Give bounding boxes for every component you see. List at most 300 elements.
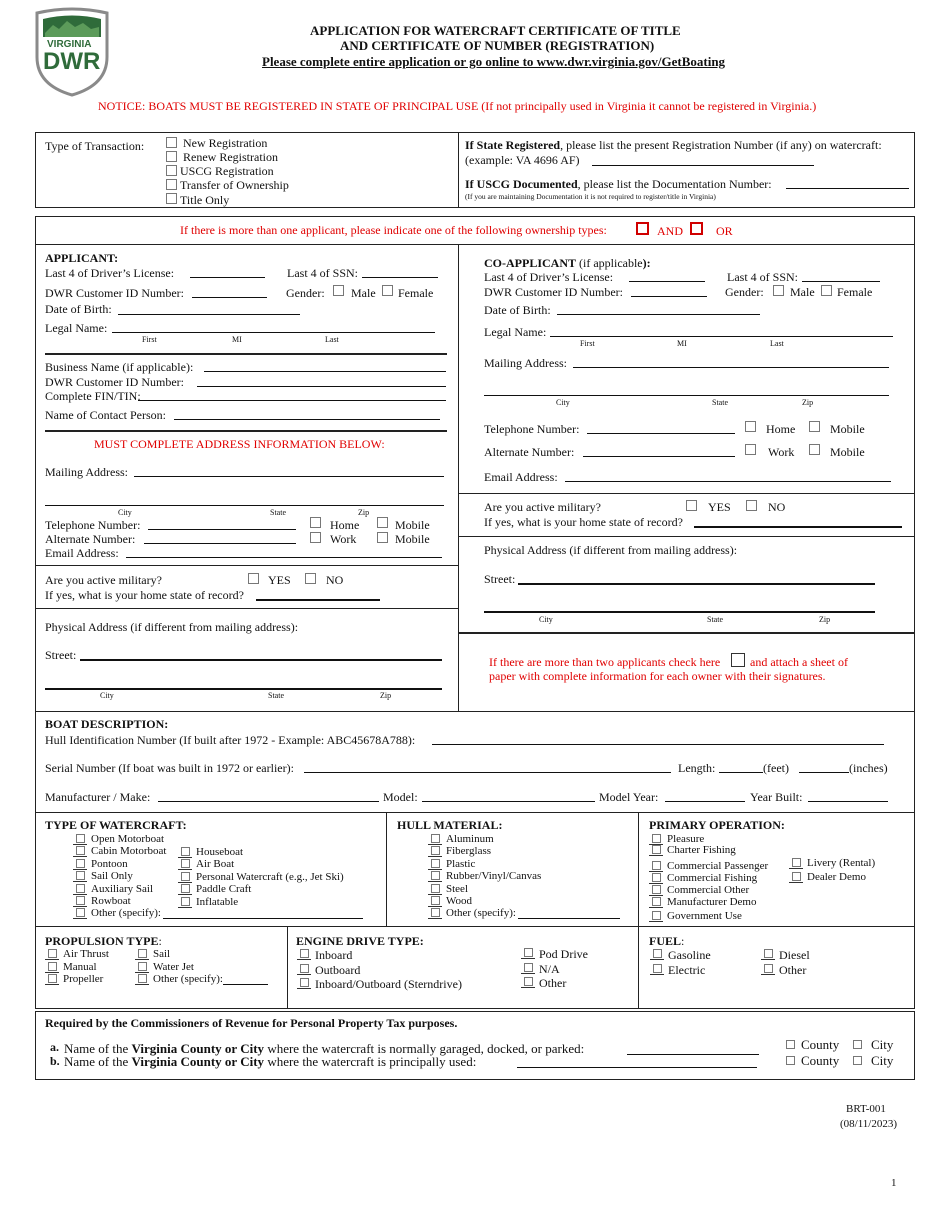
business-dwr-id-field[interactable] [197, 386, 446, 387]
coapplicant-alt-work-label: Work [768, 445, 795, 459]
checkbox-applicant-alt-work[interactable] [310, 532, 321, 543]
checkbox-fuel-2[interactable] [653, 964, 662, 973]
checkbox-applicant-phone-mobile[interactable] [377, 517, 388, 528]
documentation-number-field[interactable] [786, 188, 909, 189]
hull-material-option-label: Steel [446, 882, 468, 895]
checkbox-ownership-or[interactable] [690, 222, 703, 235]
hull-material-option-label: Rubber/Vinyl/Canvas [446, 870, 542, 883]
propulsion-b-underline [135, 959, 149, 960]
checkbox-primary-operation-7[interactable] [652, 911, 661, 920]
applicant-dwr-id-label: DWR Customer ID Number: [45, 286, 184, 300]
hin-field[interactable] [432, 744, 884, 745]
applicant-email-label: Email Address: [45, 546, 119, 560]
coapplicant-gender-label: Gender: [725, 285, 764, 299]
fuel-b-underline [761, 974, 775, 975]
engine-drive-b-underline [521, 987, 535, 988]
checkbox-applicant-military-yes[interactable] [248, 573, 259, 584]
coapplicant-home-state-label: If yes, what is your home state of record? [484, 515, 683, 529]
coapplicant-state-caption: State [712, 398, 728, 407]
coapplicant-mailing-field[interactable] [573, 367, 889, 368]
checkbox-propulsion-b-2[interactable] [138, 962, 147, 971]
applicant-phone-home-label: Home [330, 518, 360, 532]
year-built-field[interactable] [808, 801, 888, 802]
fuel-underline [650, 974, 664, 975]
watercraft-type-b-underline [178, 869, 192, 870]
applicant-alt-mobile-label: Mobile [395, 532, 430, 546]
checkbox-propulsion-b-3[interactable] [138, 974, 147, 983]
watercraft-type-underline [73, 894, 87, 895]
applicant-phone-mobile-label: Mobile [395, 518, 430, 532]
primary-operation-option-label: Government Use [667, 910, 742, 922]
applicant-telephone-label: Telephone Number: [45, 518, 141, 532]
fuel-option-label: Electric [668, 963, 706, 977]
tax-b-city-label: City [871, 1053, 894, 1068]
watercraft-other-field[interactable] [163, 918, 363, 919]
form-id: BRT-001 [846, 1103, 886, 1115]
coapplicant-physical-line2[interactable] [484, 611, 875, 613]
checkbox-applicant-female[interactable] [382, 285, 393, 296]
checkbox-primary-operation-b-1[interactable] [792, 858, 801, 867]
checkbox-coapplicant-military-no[interactable] [746, 500, 757, 511]
hin-label: Hull Identification Number (If built after 1972 - Example: ABC45678A788): [45, 733, 416, 747]
checkbox-watercraft-type-6[interactable] [76, 896, 85, 905]
checkbox-hull-material-6[interactable] [431, 896, 440, 905]
contact-person-field[interactable] [174, 419, 440, 420]
year-built-label: Year Built: [750, 790, 803, 804]
checkbox-new-registration[interactable] [166, 137, 177, 148]
engine-drive-b-option-label: Pod Drive [539, 947, 588, 961]
checkbox-coapplicant-alt-mobile[interactable] [809, 444, 820, 455]
checkbox-watercraft-type-2[interactable] [76, 846, 85, 855]
option-title-only: Title Only [180, 193, 230, 207]
primary-operation-b-underline [789, 868, 803, 869]
fin-tin-label: Complete FIN/TIN: [45, 389, 141, 403]
applicant-mi-caption: MI [232, 335, 242, 344]
primary-operation-underline [649, 907, 663, 908]
checkbox-coapplicant-phone-home[interactable] [745, 421, 756, 432]
engine-drive-option-label: Outboard [315, 962, 361, 977]
watercraft-type-option-label: Open Motorboat [91, 833, 165, 845]
watercraft-other-label: Other (specify): [91, 907, 161, 919]
checkbox-primary-operation-2[interactable] [652, 845, 661, 854]
tax-b-field[interactable] [517, 1067, 757, 1068]
primary-operation-b-underline [789, 882, 803, 883]
uscg-documented-prompt: If USCG Documented, please list the Documentation Number: [465, 177, 772, 191]
applicant-dob-label: Date of Birth: [45, 302, 112, 316]
business-name-label: Business Name (if applicable): [45, 360, 194, 374]
checkbox-transfer-ownership[interactable] [166, 179, 177, 190]
option-renew-registration: Renew Registration [183, 150, 278, 164]
applicant-female-label: Female [398, 286, 434, 300]
watercraft-type-b-option-label: Inflatable [196, 895, 239, 908]
coapplicant-email-label: Email Address: [484, 470, 558, 484]
logo-text-top: VIRGINIA [47, 39, 92, 50]
hull-material-option-label: Plastic [446, 857, 476, 870]
primary-operation-underline [649, 855, 663, 856]
more-applicants-note-3: paper with complete information for each owner with their signatures. [489, 669, 826, 683]
coapplicant-last-caption: Last [770, 339, 784, 348]
more-applicants-note-2: and attach a sheet of [750, 655, 848, 669]
state-registered-prompt: If State Registered, please list the present Registration Number (if any) on watercraft: [465, 138, 882, 152]
coapplicant-legal-name-field[interactable] [550, 336, 893, 337]
hull-material-underline [428, 881, 442, 882]
watercraft-type-heading: TYPE OF WATERCRAFT: [45, 818, 187, 832]
propulsion-b-underline [135, 972, 149, 973]
checkbox-watercraft-type-5[interactable] [76, 884, 85, 893]
checkbox-watercraft-type-4[interactable] [76, 871, 85, 880]
coapplicant-ssn-field[interactable] [802, 281, 880, 282]
checkbox-engine-drive-b-2[interactable] [524, 963, 533, 972]
fuel-b-underline [761, 959, 775, 960]
primary-operation-option-label: Manufacturer Demo [667, 896, 757, 908]
tax-a-city-label: City [871, 1037, 894, 1052]
serial-label: Serial Number (If boat was built in 1972 or earlier): [45, 761, 294, 775]
ownership-or-label: OR [716, 224, 733, 238]
coapplicant-alternate-label: Alternate Number: [484, 445, 575, 459]
coapplicant-heading: CO-APPLICANT (if applicable): [484, 256, 651, 270]
checkbox-applicant-alt-mobile[interactable] [377, 532, 388, 543]
checkbox-coapplicant-female[interactable] [821, 285, 832, 296]
hull-material-underline [428, 869, 442, 870]
watercraft-type-underline [73, 906, 87, 907]
applicant-alternate-label: Alternate Number: [45, 532, 136, 546]
applicant-gender-label: Gender: [286, 286, 325, 300]
applicant-street-field[interactable] [80, 659, 442, 661]
applicant-dl-label: Last 4 of Driver’s License: [45, 266, 175, 280]
hull-material-option-label: Wood [446, 895, 473, 907]
checkbox-watercraft-type-1[interactable] [76, 834, 85, 843]
coapplicant-male-label: Male [790, 285, 815, 299]
primary-operation-option-label: Pleasure [667, 833, 705, 845]
fuel-heading: FUEL: [649, 934, 685, 948]
watercraft-type-option-label: Sail Only [91, 870, 133, 883]
checkbox-fuel-1[interactable] [653, 949, 662, 958]
title-line-3[interactable]: Please complete entire application or go online to www.dwr.virginia.gov/GetBoating [262, 54, 726, 69]
coapplicant-phone-home-label: Home [766, 422, 796, 436]
checkbox-watercraft-type-3[interactable] [76, 859, 85, 868]
coapplicant-telephone-field[interactable] [587, 433, 735, 434]
engine-drive-underline [297, 974, 311, 975]
propulsion-option-label: Manual [63, 960, 97, 973]
ownership-prompt: If there is more than one applicant, please indicate one of the following ownership types: [180, 223, 607, 237]
hull-material-underline [428, 856, 442, 857]
coapplicant-alt-mobile-label: Mobile [830, 445, 865, 459]
applicant-city-caption: City [118, 508, 132, 517]
coapplicant-dwr-id-label: DWR Customer ID Number: [484, 285, 623, 299]
watercraft-type-b-underline [178, 907, 192, 908]
checkbox-engine-drive-1[interactable] [300, 949, 309, 958]
primary-operation-option-label: Charter Fishing [667, 844, 736, 856]
business-dwr-id-label: DWR Customer ID Number: [45, 375, 184, 389]
registration-notice: NOTICE: BOATS MUST BE REGISTERED IN STATE OF PRINCIPAL USE (If not principally used in Virginia it cannot be registered in Virginia.) [98, 99, 817, 113]
applicant-state-caption: State [270, 508, 286, 517]
applicant-mailing-field[interactable] [134, 476, 444, 477]
watercraft-type-b-option-label: Paddle Craft [196, 883, 252, 896]
length-inches-unit: (inches) [849, 761, 888, 775]
boat-description-heading: BOAT DESCRIPTION: [45, 717, 169, 731]
watercraft-type-option-label: Rowboat [91, 895, 131, 907]
applicant-military-no-label: NO [326, 573, 344, 587]
engine-drive-b-option-label: Other [539, 976, 567, 990]
engine-drive-b-underline [521, 958, 535, 959]
applicant-male-label: Male [351, 286, 376, 300]
coapplicant-mi-caption: MI [677, 339, 687, 348]
checkbox-hull-material-1[interactable] [431, 834, 440, 843]
coapplicant-alternate-field[interactable] [583, 456, 735, 457]
primary-operation-underline [649, 921, 663, 922]
applicant-heading: APPLICANT: [45, 251, 119, 265]
checkbox-tax-b-county[interactable] [786, 1056, 795, 1065]
hull-other-field[interactable] [518, 918, 620, 919]
coapplicant-dob-field[interactable] [557, 314, 760, 315]
model-label: Model: [383, 790, 418, 804]
model-year-label: Model Year: [599, 790, 659, 804]
watercraft-type-b-underline [178, 857, 192, 858]
checkbox-hull-material-4[interactable] [431, 871, 440, 880]
checkbox-fuel-b-1[interactable] [764, 949, 773, 958]
tax-a-field[interactable] [627, 1054, 759, 1055]
checkbox-engine-drive-3[interactable] [300, 978, 309, 987]
checkbox-title-only[interactable] [166, 193, 177, 204]
tax-b-prompt: Name of the Virginia County or City where the watercraft is principally used: [64, 1054, 477, 1069]
coapplicant-zip-caption: Zip [802, 398, 814, 407]
primary-operation-option-label: Commercial Passenger [667, 860, 769, 872]
propulsion-option-label: Propeller [63, 973, 104, 985]
contact-person-label: Name of Contact Person: [45, 408, 166, 422]
coapplicant-telephone-label: Telephone Number: [484, 422, 580, 436]
coapplicant-physical-city-caption: City [539, 615, 553, 624]
hull-material-option-label: Aluminum [446, 833, 494, 845]
coapplicant-first-caption: First [580, 339, 595, 348]
checkbox-hull-other[interactable] [431, 908, 440, 917]
state-registered-example: (example: VA 4696 AF) [465, 153, 580, 167]
coapplicant-dwr-id-field[interactable] [631, 296, 707, 297]
length-feet-unit: (feet) [763, 761, 789, 775]
coapplicant-street-label: Street: [484, 572, 516, 586]
checkbox-ownership-and[interactable] [636, 222, 649, 235]
fuel-b-option-label: Diesel [779, 948, 810, 962]
tax-b-letter: b. [50, 1054, 60, 1068]
coapplicant-mailing-line2[interactable] [484, 395, 889, 396]
fin-tin-field[interactable] [138, 400, 446, 401]
option-transfer-ownership: Transfer of Ownership [180, 178, 289, 192]
watercraft-type-underline [73, 856, 87, 857]
option-uscg-registration: USCG Registration [180, 164, 274, 178]
checkbox-coapplicant-military-yes[interactable] [686, 500, 697, 511]
applicant-street-label: Street: [45, 648, 77, 662]
watercraft-type-underline [73, 869, 87, 870]
coapplicant-military-yes-label: YES [708, 500, 731, 514]
tax-a-prompt: Name of the Virginia County or City where the watercraft is normally garaged, docked, or parked: [64, 1041, 585, 1056]
title-line-2: AND CERTIFICATE OF NUMBER (REGISTRATION) [340, 38, 655, 53]
applicant-legal-name-field[interactable] [112, 332, 435, 333]
page-number: 1 [891, 1177, 897, 1189]
coapplicant-dl-field[interactable] [629, 281, 705, 282]
applicant-mailing-line2[interactable] [45, 505, 444, 506]
title-line-1: APPLICATION FOR WATERCRAFT CERTIFICATE OF TITLE [310, 23, 681, 38]
model-year-field[interactable] [665, 801, 745, 802]
checkbox-engine-drive-b-3[interactable] [524, 977, 533, 986]
coapplicant-physical-state-caption: State [707, 615, 723, 624]
checkbox-tax-a-county[interactable] [786, 1040, 795, 1049]
business-name-field[interactable] [204, 371, 446, 372]
hull-material-heading: HULL MATERIAL: [397, 818, 503, 832]
coapplicant-phone-mobile-label: Mobile [830, 422, 865, 436]
checkbox-tax-a-city[interactable] [853, 1040, 862, 1049]
checkbox-applicant-military-no[interactable] [305, 573, 316, 584]
applicant-telephone-field[interactable] [148, 529, 296, 530]
checkbox-primary-operation-4[interactable] [652, 873, 661, 882]
registration-number-field[interactable] [592, 165, 814, 166]
applicant-email-field[interactable] [126, 557, 442, 558]
coapplicant-physical-label: Physical Address (if different from mailing address): [484, 543, 738, 557]
make-label: Manufacturer / Make: [45, 790, 151, 804]
applicant-alternate-field[interactable] [144, 543, 296, 544]
applicant-ssn-field[interactable] [362, 277, 438, 278]
checkbox-watercraft-other[interactable] [76, 908, 85, 917]
applicant-physical-label: Physical Address (if different from mailing address): [45, 620, 299, 634]
watercraft-type-underline [73, 881, 87, 882]
applicant-ssn-label: Last 4 of SSN: [287, 266, 359, 280]
primary-operation-underline [649, 895, 663, 896]
logo-text-main: DWR [43, 48, 101, 75]
tax-heading: Required by the Commissioners of Revenue for Personal Property Tax purposes. [45, 1016, 458, 1030]
applicant-dob-field[interactable] [118, 314, 300, 315]
coapplicant-female-label: Female [837, 285, 873, 299]
checkbox-renew-registration[interactable] [166, 151, 177, 162]
checkbox-coapplicant-alt-work[interactable] [745, 444, 756, 455]
applicant-dwr-id-field[interactable] [192, 297, 267, 298]
applicant-mailing-label: Mailing Address: [45, 465, 128, 479]
coapplicant-physical-zip-caption: Zip [819, 615, 831, 624]
checkbox-more-applicants[interactable] [731, 653, 745, 667]
checkbox-hull-material-2[interactable] [431, 846, 440, 855]
checkbox-propulsion-2[interactable] [48, 962, 57, 971]
propulsion-underline [45, 984, 59, 985]
engine-drive-b-underline [521, 973, 535, 974]
checkbox-watercraft-type-b-3[interactable] [181, 872, 190, 881]
checkbox-tax-b-city[interactable] [853, 1056, 862, 1065]
length-feet-field[interactable] [719, 772, 763, 773]
engine-drive-underline [297, 988, 311, 989]
propulsion-heading: PROPULSION TYPE: [45, 934, 162, 948]
watercraft-type-b-option-label: Personal Watercraft (e.g., Jet Ski) [196, 870, 344, 883]
applicant-physical-city-caption: City [100, 691, 114, 700]
checkbox-applicant-phone-home[interactable] [310, 517, 321, 528]
checkbox-watercraft-type-b-5[interactable] [181, 897, 190, 906]
watercraft-type-b-option-label: Houseboat [196, 846, 244, 858]
fuel-underline [650, 959, 664, 960]
propulsion-b-option-label: Sail [153, 948, 171, 960]
engine-drive-b-option-label: N/A [539, 961, 560, 976]
applicant-dl-field[interactable] [190, 277, 265, 278]
hull-other-label: Other (specify): [446, 907, 516, 919]
hull-material-underline [428, 894, 442, 895]
applicant-legal-name-label: Legal Name: [45, 321, 108, 335]
primary-operation-underline [649, 883, 663, 884]
coapplicant-ssn-label: Last 4 of SSN: [727, 270, 799, 284]
watercraft-type-option-label: Auxiliary Sail [91, 882, 154, 895]
checkbox-primary-operation-6[interactable] [652, 897, 661, 906]
propulsion-option-label: Air Thrust [63, 948, 109, 960]
checkbox-watercraft-type-b-1[interactable] [181, 847, 190, 856]
checkbox-propulsion-3[interactable] [48, 974, 57, 983]
watercraft-type-underline [73, 844, 87, 845]
propulsion-underline [45, 972, 59, 973]
more-applicants-note-1: If there are more than two applicants check here [489, 655, 721, 669]
tax-a-letter: a. [50, 1040, 59, 1054]
make-field[interactable] [158, 801, 379, 802]
engine-drive-underline [297, 959, 311, 960]
hull-material-underline [428, 844, 442, 845]
primary-operation-option-label: Commercial Other [667, 884, 750, 896]
applicant-physical-state-caption: State [268, 691, 284, 700]
form-date: (08/11/2023) [840, 1118, 898, 1130]
checkbox-watercraft-type-b-2[interactable] [181, 859, 190, 868]
coapplicant-street-field[interactable] [518, 583, 875, 585]
transaction-label: Type of Transaction: [45, 139, 145, 153]
checkbox-hull-material-5[interactable] [431, 884, 440, 893]
coapplicant-mailing-label: Mailing Address: [484, 356, 567, 370]
checkbox-fuel-b-2[interactable] [764, 964, 773, 973]
applicant-physical-zip-caption: Zip [380, 691, 392, 700]
watercraft-type-b-option-label: Air Boat [196, 858, 235, 871]
checkbox-uscg-registration[interactable] [166, 165, 177, 176]
model-field[interactable] [422, 801, 595, 802]
checkbox-coapplicant-male[interactable] [773, 285, 784, 296]
checkbox-propulsion-b-1[interactable] [138, 949, 147, 958]
engine-drive-option-label: Inboard [315, 948, 353, 962]
watercraft-type-option-label: Pontoon [91, 857, 128, 870]
checkbox-propulsion-1[interactable] [48, 949, 57, 958]
serial-field[interactable] [304, 772, 671, 773]
applicant-home-state-field[interactable] [256, 599, 380, 601]
applicant-first-caption: First [142, 335, 157, 344]
coapplicant-email-field[interactable] [565, 481, 891, 482]
coapplicant-dob-label: Date of Birth: [484, 303, 551, 317]
propulsion-b-underline [135, 984, 149, 985]
watercraft-type-option-label: Cabin Motorboat [91, 845, 167, 858]
checkbox-watercraft-type-b-4[interactable] [181, 884, 190, 893]
length-label: Length: [678, 761, 716, 775]
propulsion-b-option-label: Other (specify): [153, 973, 223, 985]
checkbox-coapplicant-phone-mobile[interactable] [809, 421, 820, 432]
primary-operation-heading: PRIMARY OPERATION: [649, 818, 785, 832]
coapplicant-dl-label: Last 4 of Driver’s License: [484, 270, 614, 284]
applicant-military-yes-label: YES [268, 573, 291, 587]
length-inches-field[interactable] [799, 772, 849, 773]
coapplicant-home-state-field[interactable] [694, 526, 902, 528]
checkbox-engine-drive-b-1[interactable] [524, 948, 533, 957]
applicant-alt-work-label: Work [330, 532, 357, 546]
engine-drive-heading: ENGINE DRIVE TYPE: [296, 934, 424, 948]
propulsion-other-field[interactable] [223, 984, 268, 985]
uscg-note: (If you are maintaining Documentation it is not required to register/title in Virginia) [465, 192, 716, 201]
checkbox-primary-operation-1[interactable] [652, 834, 661, 843]
must-complete-address: MUST COMPLETE ADDRESS INFORMATION BELOW: [94, 437, 385, 451]
checkbox-hull-material-3[interactable] [431, 859, 440, 868]
checkbox-applicant-male[interactable] [333, 285, 344, 296]
checkbox-primary-operation-3[interactable] [652, 861, 661, 870]
checkbox-primary-operation-5[interactable] [652, 885, 661, 894]
checkbox-primary-operation-b-2[interactable] [792, 872, 801, 881]
propulsion-underline [45, 959, 59, 960]
applicant-military-label: Are you active military? [45, 573, 162, 587]
fuel-option-label: Gasoline [668, 948, 711, 962]
primary-operation-option-label: Commercial Fishing [667, 872, 758, 884]
checkbox-engine-drive-2[interactable] [300, 964, 309, 973]
applicant-physical-line2[interactable] [45, 688, 442, 690]
